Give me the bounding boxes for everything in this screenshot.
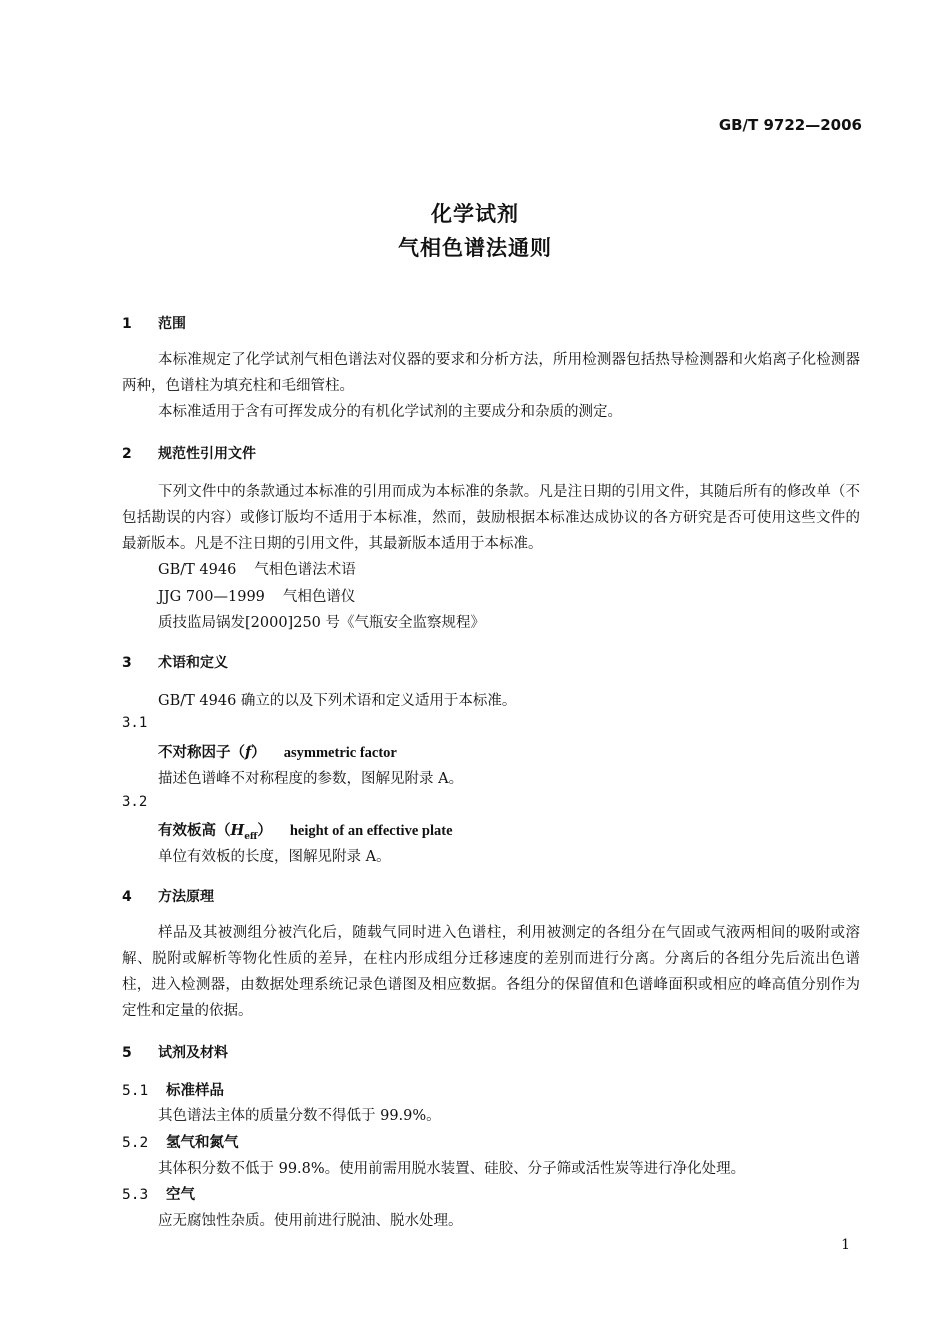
subsection-title: 标准样品 xyxy=(166,1082,224,1099)
section-number: 2 xyxy=(122,446,132,462)
reference-title: 气相色谱仪 xyxy=(282,589,356,605)
reference-item xyxy=(158,611,485,632)
term-symbol-subscript: eff xyxy=(244,831,258,842)
subsection-text: 其色谱法主体的质量分数不得低于 99.9%。 xyxy=(158,1108,441,1124)
subsection-text: 应无腐蚀性杂质。使用前进行脱油、脱水处理。 xyxy=(158,1213,463,1229)
document-title-line1: 化学试剂 xyxy=(431,202,519,226)
reference-code: GB/T 4946 xyxy=(158,562,237,578)
term-number: 3.2 xyxy=(122,794,148,810)
term-symbol: H xyxy=(230,822,245,839)
section-5-heading xyxy=(122,1042,228,1062)
term-heading xyxy=(158,741,397,762)
subsection-heading xyxy=(122,1131,239,1152)
section-3-heading xyxy=(122,652,228,672)
reference-item xyxy=(158,585,355,606)
subsection-number: 5.2 xyxy=(122,1135,149,1151)
subsection-number: 5.3 xyxy=(122,1187,149,1203)
subsection-heading xyxy=(122,1079,224,1100)
term-chinese: 有效板高（ xyxy=(158,822,231,839)
reference-title: 《气瓶安全监察规程》 xyxy=(340,615,485,631)
document-title-line2: 气相色谱法通则 xyxy=(398,236,552,260)
reference-item xyxy=(158,558,356,579)
section-4-paragraph-1: 样品及其被测组分被汽化后，随载气同时进入色谱柱，利用被测定的各组分在气固或气液两相间的吸附或溶解、脱附或解析等物化性质的差异，在柱内形成组分迁移速度的差别而进行分离。分离后的各组分先后流出色谱柱，进入检测器，由数据处理系统记录色谱图及相应数据。各组分的保留值和色谱峰面积或相应的峰高值分别作为定性和定量的依据。 xyxy=(122,925,860,1019)
section-title: 试剂及材料 xyxy=(158,1045,228,1061)
section-2-paragraph-1: 下列文件中的条款通过本标准的引用而成为本标准的条款。凡是注日期的引用文件，其随后所有的修改单（不包括勘误的内容）或修订版均不适用于本标准，然而，鼓励根据本标准达成协议的各方研究是否可使用这些文件的最新版本。凡是不注日期的引用文件，其最新版本适用于本标准。 xyxy=(122,484,860,552)
subsection-heading xyxy=(122,1183,195,1204)
term-chinese-close: ） xyxy=(251,744,266,761)
term-symbol: f xyxy=(245,744,252,761)
subsection-title: 空气 xyxy=(166,1186,195,1203)
section-number: 4 xyxy=(122,889,132,905)
section-number: 3 xyxy=(122,655,132,671)
section-3-paragraph-1: GB/T 4946 确立的以及下列术语和定义适用于本标准。 xyxy=(158,693,517,709)
term-heading xyxy=(158,819,453,842)
term-english: asymmetric factor xyxy=(283,745,397,761)
term-definition: 描述色谱峰不对称程度的参数，图解见附录 A。 xyxy=(158,771,464,787)
section-title: 范围 xyxy=(158,316,186,332)
reference-code: 质技监局锅发[2000]250 号 xyxy=(158,615,340,631)
subsection-number: 5.1 xyxy=(122,1083,149,1099)
page-number: 1 xyxy=(841,1237,850,1253)
section-2-heading xyxy=(122,443,256,463)
section-1-paragraph-1: 本标准规定了化学试剂气相色谱法对仪器的要求和分析方法，所用检测器包括热导检测器和火焰离子化检测器两种，色谱柱为填充柱和毛细管柱。 xyxy=(122,352,860,394)
subsection-title: 氢气和氮气 xyxy=(166,1134,239,1151)
term-english: height of an effective plate xyxy=(289,823,453,839)
section-number: 1 xyxy=(122,316,132,332)
section-title: 术语和定义 xyxy=(158,655,228,671)
term-chinese: 不对称因子（ xyxy=(158,744,245,761)
section-1-heading xyxy=(122,313,186,333)
term-definition: 单位有效板的长度，图解见附录 A。 xyxy=(158,849,391,865)
section-title: 规范性引用文件 xyxy=(158,446,256,462)
section-title: 方法原理 xyxy=(158,889,214,905)
standard-number: GB/T 9722—2006 xyxy=(718,116,862,134)
term-number: 3.1 xyxy=(122,715,148,731)
section-1-paragraph-2: 本标准适用于含有可挥发成分的有机化学试剂的主要成分和杂质的测定。 xyxy=(158,404,622,420)
term-chinese-close: ） xyxy=(257,822,272,839)
reference-title: 气相色谱法术语 xyxy=(254,562,356,578)
section-4-heading xyxy=(122,886,214,906)
section-number: 5 xyxy=(122,1045,132,1061)
subsection-text: 其体积分数不低于 99.8%。使用前需用脱水装置、硅胶、分子筛或活性炭等进行净化处理。 xyxy=(158,1161,746,1177)
reference-code: JJG 700—1999 xyxy=(158,589,265,605)
